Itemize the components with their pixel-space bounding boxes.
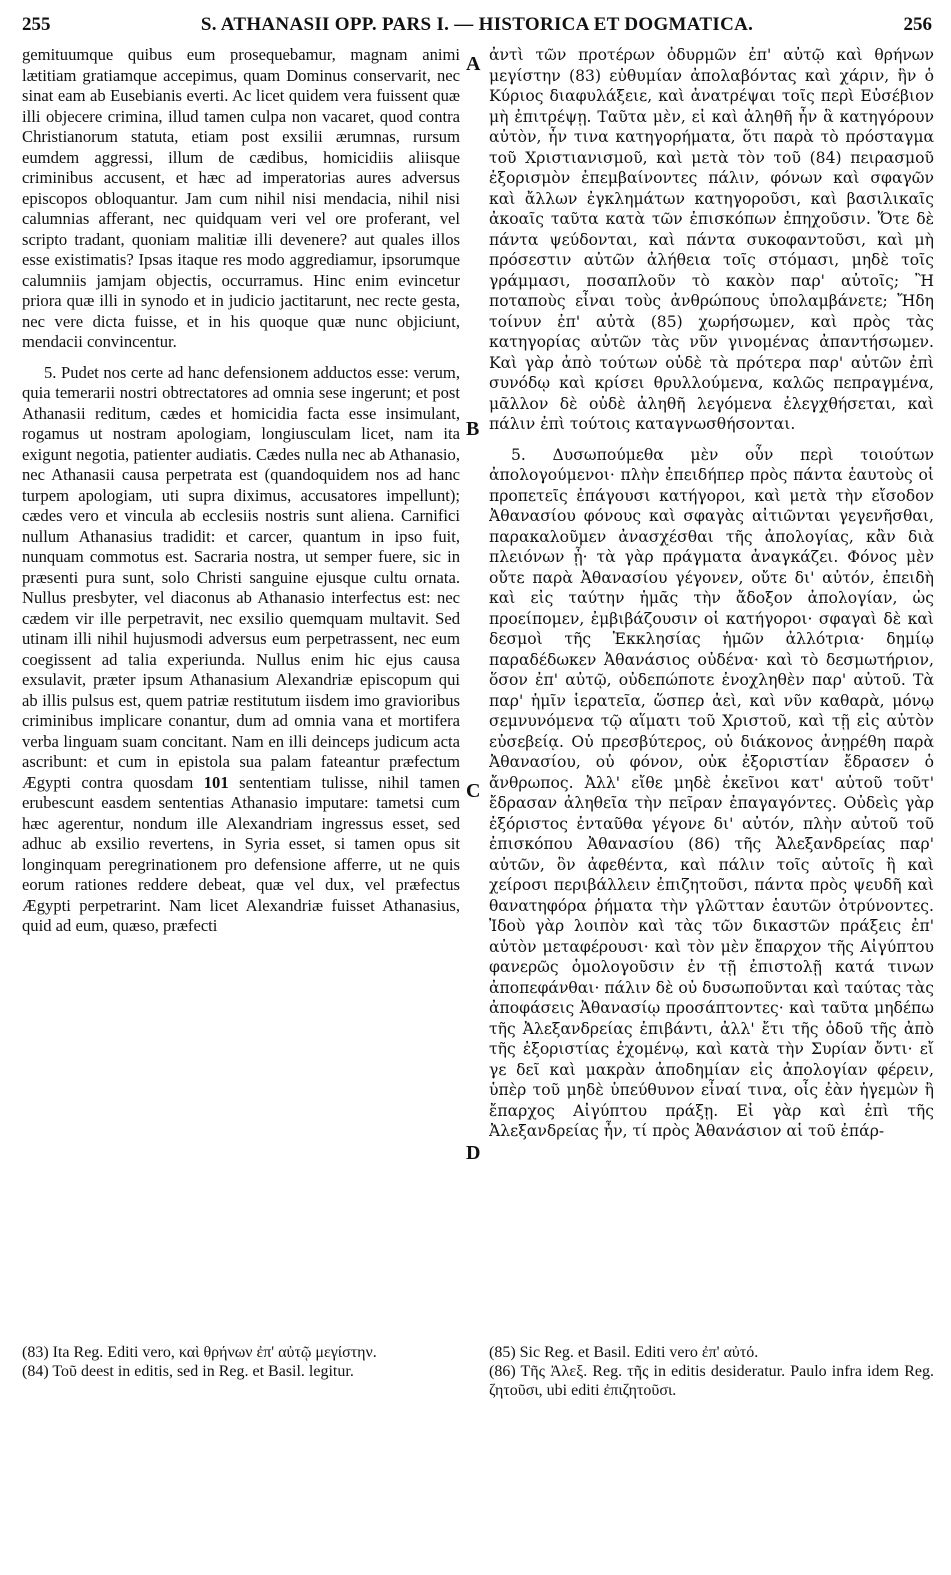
footnote-84: (84) Τοῦ deest in editis, sed in Reg. et Basil. legitur. [22, 1363, 354, 1380]
margin-letter-a: A [466, 53, 481, 75]
footnote-85: (85) Sic Reg. et Basil. Editi vero ἐπ' αὐτό. [489, 1344, 759, 1361]
margin-letter-d: D [466, 1142, 481, 1164]
footnote-86: (86) Τῆς Ἀλεξ. Reg. τῆς in editis desideratur. Paulo infra idem Reg. ζητοῦσι, ubi editi ἐπιζητοῦσι. [489, 1363, 934, 1399]
margin-letter-b: B [466, 418, 480, 440]
page-marker-101: 101 [203, 772, 229, 792]
greek-paragraph-2: 5. Δυσωπούμεθα μὲν οὖν περὶ τοιούτων ἀπολογούμενοι· πλὴν ἐπειδήπερ πρὸς πάντα ἑαυτοὺς οἱ προπετεῖς ἐπάγουσι κατήγοροι, καὶ μετὰ τὴν εἴσοδον Ἀθανασίου φόνους καὶ σφαγὰς αἰτιῶνται γεγενῆσθαι, παρακαλοῦμεν ἀνασχέσθαι τῆς ἀπολογίας, κἂν διὰ πλειόνων ᾖ· τὰ γὰρ πράγματα ἀναγκάζει. Φόνος μὲν οὔτε παρὰ Ἀθανασίου γέγονεν, οὔτε δι' αὐτόν, ἐπειδὴ καὶ εἰς ταύτην ἡμᾶς τὴν ἄδοξον ἀπολογίαν, ὡς προείπομεν, ἐμβιβάζουσιν οἱ κατήγοροι· σφαγαὶ δὲ καὶ δεσμοὶ τῆς Ἐκκλησίας ἡμῶν ἀλλότρια· δημίῳ παραδέδωκεν Ἀθανάσιος οὐδένα· καὶ τὸ δεσμωτήριον, ὅσον ἐπ' αὐτῷ, οὐδεπώποτε ἐνοχληθὲν παρ' αὐτοῦ. Τὰ παρ' ἡμῖν ἱερατεῖα, ὥσπερ ἀεὶ, καὶ νῦν καθαρὰ, μόνῳ σεμνυνόμενα τῷ αἵματι τοῦ Χριστοῦ, καὶ τῇ εἰς αὐτὸν εὐσεβείᾳ. Οὐ πρεσβύτερος, οὐ διάκονος ἀνῃρέθη παρὰ Ἀθανασίου, οὐ φόνον, οὐκ ἐξοριστίαν ἔδρασεν ὁ ἄνθρωπος. Ἀλλ' εἴθε μηδὲ ἐκεῖνοι κατ' αὐτοῦ τοῦτ' ἔδρασαν ἀληθεῖα τὴν πεῖραν ἐπαγαγόντες. Οὐδεὶς γὰρ ἐξόριστος ἐνταῦθα γέγονε δι' αὐτόν, πλὴν αὐτοῦ τοῦ ἐπισκόπου Ἀθανασίου (86) τῆς Ἀλεξανδρείας παρ' αὐτῶν, ὃν ἀφεθέντα, καὶ πάλιν τοῖς αὐτοῖς ἢ καὶ χείροσι περιβάλλειν ἐπιζητοῦσι, πάντα πρὸς ψευδῆ καὶ θανατηφόρα ῥήματα τὴν γλῶτταν ἑαυτῶν ὀτρύνοντες. Ἰδοὺ γὰρ λοιπὸν καὶ τὰς τῶν δικαστῶν πράξεις ἐπ' αὐτὸν μεταφέρουσι· καὶ τὸν μὲν ἔπαρχον τῆς Αἰγύπτου φανερῶς ὁμολογοῦσιν ἐν τῇ ἐπιστολῇ κατά τινων ἀποπεφάνθαι· πάλιν δὲ οὐ δυσωποῦνται καὶ ταύτας τὰς ἀποφάσεις Ἀθανασίῳ προσάπτοντες· καὶ ταῦτα μηδέπω τῆς Ἀλεξανδρείας ἐπιβάντι, ἀλλ' ἔτι τῆς ὁδοῦ τῆς ἀπὸ τῆς ἐξοριστίας ἐχομένῳ, καὶ κατὰ τὴν Συρίαν ὄντι· εἴ γε δεῖ καὶ μακρὰν ἀποδημίαν εἰς ἀπολογίαν φέρειν, ὑπὲρ τοῦ μηδὲ ὑπεύθυνον εἶναί τινα, οἷς ἐὰν ἡγεμὼν ἢ ἔπαρχος Αἰγύπτου πράξῃ. Εἰ γὰρ καὶ ἐπὶ τῆς Ἀλεξανδρείας ἦν, τί πρὸς Ἀθανάσιον αἱ τοῦ ἐπάρ- [489, 445, 934, 1140]
running-header [22, 14, 932, 42]
footnote-83: (83) Ita Reg. Editi vero, καὶ θρήνων ἐπ' αὐτῷ μεγίστην. [22, 1344, 377, 1361]
latin-column [22, 45, 460, 1285]
latin-paragraph-1: gemituumque quibus eum prosequebamur, magnam animi lætitiam gratiamque accepimus, quam Dominus conservarit, nec sinat eam ab Eusebianis everti. Ac licet quidem vera fuissent quæ illi objecere crimina, illud tamen culpa non vacaret, quod contra Christianorum statuta, etiam post exsilii ærumnas, rursum eumdem aggressi, illum de cædibus, homicidiis aliisque criminibus accusent, et hæc ad imperatorias aures adversus episcopos obloquantur. Jam cum nihil nisi mendacia, nihil nisi calumnias afferant, nec quidquam veri vel ore proferant, vel scripto tradant, quoniam malitiæ illi devenere? aut quales illos esse existimatis? Ipsas itaque res modo aggrediamur, ipsorumque calumniis jamjam objectis, occurramus. Hinc enim evincetur priora quæ illi in synodo et in judicio jactitarunt, nec recte gesta, nec vere dicta fuisse, et in his quoque quæ nunc objiciunt, mendacii convincentur. [22, 45, 460, 351]
page-number-right: 256 [903, 14, 932, 35]
latin-paragraph-2-start: 5. Pudet nos certe ad hanc defensionem adductos esse: verum, quia temerarii nostri obtrectatores ad omnia sese ingerunt; et post Athanasii reditum, cædes et homicidia facta esse insimulant, rogamus ut nostram apologiam, longiusculam licet, nam ita exigunt negotia, patienter audiatis. Cædes nulla nec ab Athanasio, nec Athanasii causa perpetrata est (quandoquidem nos ad hanc turpem apologiam, uti supra diximus, accusatores impellunt); cædes vero et vincula ab ecclesiis nostris sunt aliena. Carnifici nullum Athanasius tradidit: et carcer, quantum in ipso fuit, nunquam commotus est. Sacraria nostra, ut semper fuere, sic in præsenti pura sunt, solo Christi sanguine ejusque cultu ornata. Nullus presbyter, vel diaconus ab Athanasio interfectus est: nec cædem vir ille perpetravit, nec exsilio quemquam multavit. Sed utinam illi nihil hujusmodi adversus eum perpetrassent, nec eum coegissent ad talia experiunda. Nullus enim hic ejus causa exsulavit, præter ipsum Athanasium Alexandriæ episcopum qui ab illis pulsus est, quem patriæ restitutum iisdem imo gravioribus criminibus implicare conantur, dum ad omnia vana et mortifera verba linguam suam concitant. Nam en illi deinceps judicum acta ascribunt: et cum in epistola sua palam fateantur præfectum Ægypti contra quosdam [22, 362, 460, 792]
footnotes-right [489, 1343, 934, 1400]
latin-paragraph-2-end: sententiam tulisse, nihil tamen erubescunt easdem sententias Athanasio imputare: tametsi cum hæc agerentur, nondum ille Alexandriam ingressus esset, sed adhuc ab exsilio revertens, in Syria esset, si tamen opus sit longinquam peregrinationem pro defensione afferre, ut ne quis eorum rationes reddere debeat, quæ vel dux, vel præfectus Ægypti perpetrarint. Nam licet Alexandriæ fuisset Athanasius, quid ad eum, quæso, præfecti [22, 772, 460, 935]
page-number-left: 255 [22, 14, 51, 35]
footnotes-left [22, 1343, 460, 1381]
running-title: S. ATHANASII OPP. PARS I. — HISTORICA ET DOGMATICA. [200, 14, 754, 35]
latin-paragraph-2 [22, 363, 460, 937]
margin-letter-c: C [466, 780, 481, 802]
greek-column [489, 45, 934, 1285]
greek-paragraph-1: ἀντὶ τῶν προτέρων ὀδυρμῶν ἐπ' αὐτῷ καὶ θρήνων μεγίστην (83) εὐθυμίαν ἀπολαβόντας καὶ χάριν, ἣν ὁ Κύριος διαφυλάξειε, καὶ ἀνατρέψαι τοῖς περὶ Εὐσέβιον μὴ ἐπιτρέψῃ. Ταῦτα μὲν, εἰ καὶ ἀληθῆ ἦν ἃ κατηγόρουν αὐτὸν, ἦν τινα κατηγορήματα, ὅτι παρὰ τὸ πρόσταγμα τοῦ Χριστιανισμοῦ, καὶ μετὰ τὸν τοῦ (84) πειρασμοῦ ἐξορισμὸν ἐπεμβαίνοντες πάλιν, φόνων καὶ σφαγῶν καὶ ἄλλων ἐγκλημάτων κατηγοροῦσι, καὶ βασιλικαῖς ἀκοαῖς ταῦτα κατὰ τῶν ἐπισκόπων ἐπηχοῦσιν. Ὅτε δὲ πάντα ψεύδονται, καὶ πάντα συκοφαντοῦσι, καὶ μὴ πρόσεστιν αὐτῶν ἀλήθεια τοῖς στόμασι, μηδὲ τοῖς γράμμασι, ποσαπλοῦν τὸ κακὸν παρ' αὐτοῖς; Ἢ ποταποὺς εἶναι τοὺς ἀνθρώπους ὑπολαμβάνετε; Ἤδη τοίνυν ἐπ' αὐτὰ (85) χωρήσωμεν, καὶ πρὸς τὰς κατηγορίας αὐτῶν τὰς νῦν γινομένας ἀπαντήσωμεν. Καὶ γὰρ ἀπὸ τούτων οὐδὲ τὰ πρότερα παρ' αὐτῶν ἐπὶ συνόδῳ καὶ κρίσει θρυλλούμενα, καλῶς πεπραγμένα, μᾶλλον δὲ οὐδὲ ἀληθῆ λεγόμενα ἐλεγχθήσεται, καὶ πάλιν ἐπὶ τούτοις καταγνωσθήσονται. [489, 46, 934, 433]
